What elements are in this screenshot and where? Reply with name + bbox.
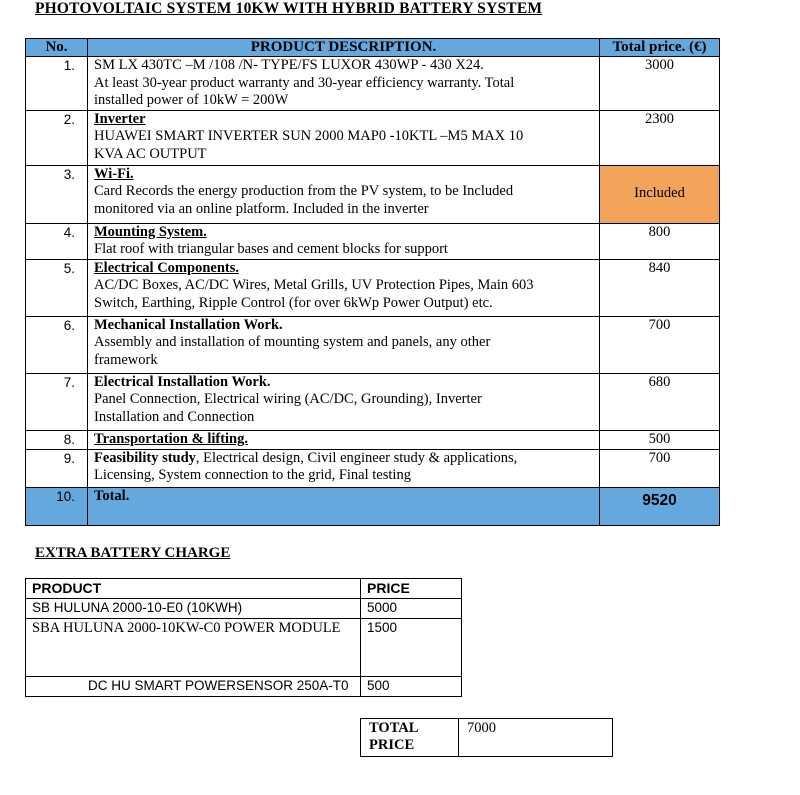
- description-line: Flat roof with triangular bases and cement blocks for support: [94, 241, 448, 257]
- row-description: [88, 373, 600, 430]
- header-description: PRODUCT DESCRIPTION.: [88, 39, 600, 57]
- row-price: 840: [600, 259, 720, 316]
- description-text: , Electrical design, Civil engineer study & applications,: [195, 449, 518, 466]
- row-price: 800: [600, 223, 720, 259]
- row-heading: Wi-Fi.: [94, 165, 134, 182]
- description-line: monitored via an online platform. Included in the inverter: [94, 200, 429, 217]
- row-heading: Mechanical Installation Work.: [94, 316, 283, 333]
- description-line: [94, 450, 595, 468]
- table-row: [26, 259, 720, 316]
- description-line: Card Records the energy production from the PV system, to be Included: [94, 183, 514, 199]
- row-number: 3.: [26, 165, 88, 223]
- table-row: [26, 373, 720, 430]
- row-heading: Transportation & lifting.: [94, 430, 248, 447]
- row-description: [88, 259, 600, 316]
- row-number: 5.: [26, 259, 88, 316]
- row-number: 9.: [26, 449, 88, 487]
- description-line: Panel Connection, Electrical wiring (AC/DC, Grounding), Inverter: [94, 391, 482, 407]
- document-title: PHOTOVOLTAIC SYSTEM 10KW WITH HYBRID BATTERY SYSTEM: [35, 0, 543, 17]
- header-price: Total price. (€): [600, 39, 720, 57]
- row-heading: Inverter: [94, 110, 146, 127]
- description-line: framework: [94, 351, 158, 368]
- row-number: 8.: [26, 430, 88, 449]
- row-description: [88, 223, 600, 259]
- product-name: SB HULUNA 2000-10-E0 (10KWH): [26, 599, 361, 619]
- table-row: [26, 449, 720, 487]
- row-number: 7.: [26, 373, 88, 430]
- product-table-header: [26, 39, 720, 57]
- table-row: [26, 619, 462, 677]
- row-description: [88, 165, 600, 223]
- row-price: 700: [600, 316, 720, 373]
- row-number: 1.: [26, 57, 88, 111]
- header-price: PRICE: [361, 579, 462, 599]
- row-number: 4.: [26, 223, 88, 259]
- table-row: [26, 223, 720, 259]
- battery-total-row: [361, 719, 613, 757]
- table-row: [26, 430, 720, 449]
- table-row: [26, 316, 720, 373]
- row-description: [88, 316, 600, 373]
- description-line: installed power of 10kW = 200W: [94, 92, 289, 108]
- header-product: PRODUCT: [26, 579, 361, 599]
- row-heading: Feasibility study: [94, 449, 196, 466]
- row-price: 680: [600, 373, 720, 430]
- product-price: 500: [361, 677, 462, 697]
- description-line: Assembly and installation of mounting system and panels, any other: [94, 334, 491, 350]
- description-line: AC/DC Boxes, AC/DC Wires, Metal Grills, UV Protection Pipes, Main 603: [94, 277, 534, 293]
- total-label: Total.: [94, 487, 130, 504]
- total-price: 9520: [600, 487, 720, 525]
- description-line: SM LX 430TC –M /108 /N- TYPE/FS LUXOR 430WP - 430 X24.: [94, 57, 484, 73]
- header-no: No.: [26, 39, 88, 57]
- row-description: [88, 487, 600, 525]
- row-heading: Electrical Components.: [94, 259, 239, 276]
- total-row: [26, 487, 720, 525]
- description-line: Installation and Connection: [94, 408, 255, 425]
- battery-table: [25, 578, 462, 697]
- description-line: KVA AC OUTPUT: [94, 145, 207, 162]
- description-line: Licensing, System connection to the grid, Final testing: [94, 467, 411, 483]
- extra-battery-title: EXTRA BATTERY CHARGE: [35, 545, 231, 561]
- product-price: 1500: [361, 619, 462, 677]
- description-line: At least 30-year product warranty and 30-year efficiency warranty. Total: [94, 74, 515, 91]
- row-number: 6.: [26, 316, 88, 373]
- description-line: HUAWEI SMART INVERTER SUN 2000 MAP0 -10KTL –M5 MAX 10: [94, 128, 524, 144]
- product-table: [25, 38, 720, 526]
- included-price-cell: Included: [600, 165, 720, 223]
- product-price: 5000: [361, 599, 462, 619]
- battery-total-table: [360, 718, 613, 757]
- product-name: DC HU SMART POWERSENSOR 250A-T0: [26, 677, 361, 697]
- table-row: [26, 57, 720, 111]
- row-number: 10.: [26, 487, 88, 525]
- table-row: [26, 599, 462, 619]
- row-price: 2300: [600, 110, 720, 165]
- total-price-value: 7000: [459, 719, 613, 757]
- battery-table-header: [26, 579, 462, 599]
- row-heading: Electrical Installation Work.: [94, 373, 271, 390]
- total-price-label: TOTAL PRICE: [361, 719, 459, 757]
- table-row: [26, 677, 462, 697]
- product-name: SBA HULUNA 2000-10KW-C0 POWER MODULE: [26, 619, 361, 677]
- table-row: [26, 110, 720, 165]
- row-heading: Mounting System.: [94, 223, 207, 240]
- row-description: [88, 57, 600, 111]
- row-description: [88, 110, 600, 165]
- row-price: 3000: [600, 57, 720, 111]
- description-line: Switch, Earthing, Ripple Control (for over 6kWp Power Output) etc.: [94, 294, 493, 311]
- row-price: 700: [600, 449, 720, 487]
- table-row: [26, 165, 720, 223]
- row-description: [88, 430, 600, 449]
- row-number: 2.: [26, 110, 88, 165]
- row-description: [88, 449, 600, 487]
- row-price: 500: [600, 430, 720, 449]
